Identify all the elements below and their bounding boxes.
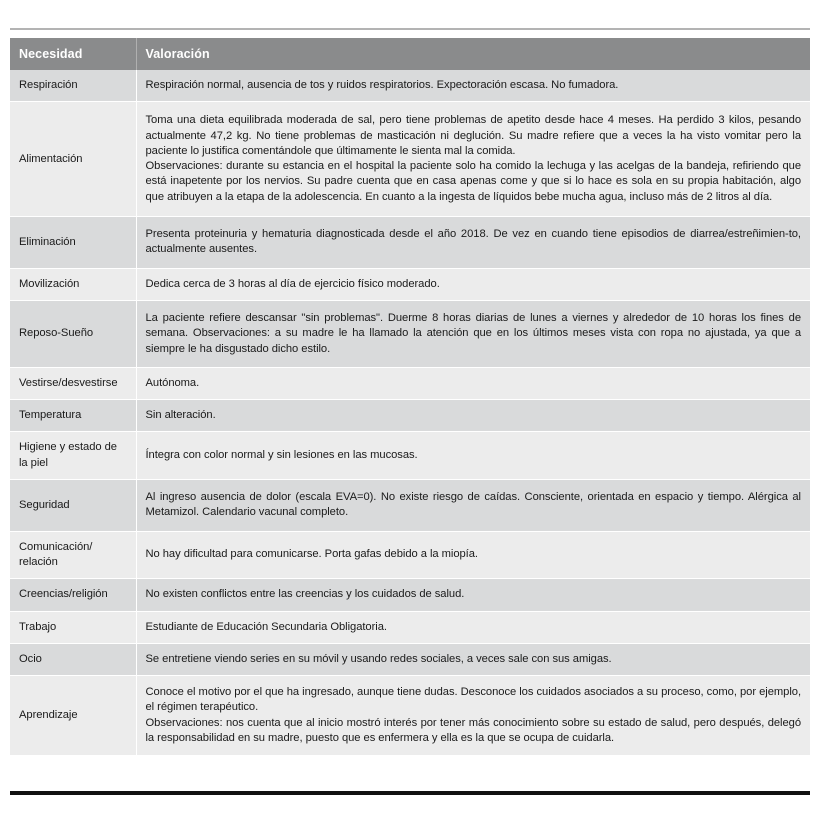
- table-row: [10, 300, 810, 367]
- assessment-text: Íntegra con color normal y sin lesiones en las mucosas.: [145, 449, 418, 462]
- need-cell: Creencias/religión: [10, 579, 136, 611]
- need-cell: Eliminación: [10, 217, 136, 269]
- assessment-text: No existen conflictos entre las creencias y los cuidados de salud.: [145, 588, 465, 601]
- table-row: [10, 268, 810, 300]
- assessment-text: Dedica cerca de 3 horas al día de ejercicio físico moderado.: [145, 277, 440, 290]
- assessment-cell: [136, 400, 810, 432]
- assessment-observations: Observaciones: nos cuenta que al inicio mostró interés por tener más conocimiento sobre su estado de salud, pero después, delegó la responsabilidad en su madre, puesto que es enfermera y ella es la que se ocupa de cuidarla.: [145, 716, 801, 745]
- assessment-cell: [136, 367, 810, 399]
- need-cell: Temperatura: [10, 400, 136, 432]
- assessment-cell: [136, 268, 810, 300]
- table-row: [10, 367, 810, 399]
- nursing-assessment-table: [10, 38, 810, 756]
- need-cell: Reposo-Sueño: [10, 300, 136, 367]
- table-row: [10, 217, 810, 269]
- assessment-text: Sin alteración.: [145, 409, 216, 422]
- table-row: [10, 643, 810, 675]
- assessment-text: Conoce el motivo por el que ha ingresado, aunque tiene dudas. Desconoce los cuidados asociados a su proceso, como, por ejemplo, el régimen terapéutico.: [145, 686, 801, 714]
- assessment-cell: [136, 70, 810, 102]
- need-cell: Comunicación/ relación: [10, 531, 136, 579]
- assessment-cell: [136, 300, 810, 367]
- table-body: [10, 70, 810, 756]
- need-cell: Vestirse/desvestirse: [10, 367, 136, 399]
- table-row: [10, 432, 810, 480]
- need-cell: Movilización: [10, 268, 136, 300]
- need-cell: Aprendizaje: [10, 676, 136, 756]
- assessment-cell: [136, 217, 810, 269]
- need-cell: Ocio: [10, 643, 136, 675]
- need-cell: Seguridad: [10, 480, 136, 532]
- assessment-text: No hay dificultad para comunicarse. Porta gafas debido a la miopía.: [145, 548, 478, 561]
- table-header-row: [10, 38, 810, 70]
- table-row: [10, 611, 810, 643]
- assessment-cell: [136, 531, 810, 579]
- table-row: [10, 70, 810, 102]
- table-row: [10, 400, 810, 432]
- assessment-text: Respiración normal, ausencia de tos y ruidos respiratorios. Expectoración escasa. No fumadora.: [145, 79, 619, 91]
- assessment-text: Toma una dieta equilibrada moderada de sal, pero tiene problemas de apetito desde hace 4 meses. Ha perdido 3 kilos, pesando actualmente 47,2 kg. No tiene problemas de masticación ni deglución. Su madre refiere que a veces la ha visto vomitar pero la paciente lo justifica comentándole que últimamente le sienta mal la comida.: [145, 114, 801, 157]
- assessment-cell: [136, 643, 810, 675]
- assessment-text: Al ingreso ausencia de dolor (escala EVA=0). No existe riesgo de caídas. Consciente, orientada en espacio y tiempo. Alérgica al Metamizol. Calendario vacunal completo.: [145, 491, 801, 519]
- top-divider: [10, 28, 810, 30]
- need-cell: Respiración: [10, 70, 136, 102]
- need-cell: Higiene y estado de la piel: [10, 432, 136, 480]
- table-row: [10, 531, 810, 579]
- assessment-cell: [136, 480, 810, 532]
- table-row: [10, 676, 810, 756]
- assessment-observations: Observaciones: durante su estancia en el hospital la paciente solo ha comido la lechuga y las acelgas de la bandeja, refiriendo que está inapetente por los nervios. Su padre cuenta que en casa apenas come y que si lo hace es sola en su propia habitación, algo que atribuyen a la etapa de la adolescencia. En cuanto a la ingesta de líquidos bebe mucha agua, incluso más de 2 litros al día.: [145, 160, 801, 203]
- column-header-assessment: Valoración: [136, 38, 810, 70]
- table-row: [10, 480, 810, 532]
- need-cell: Trabajo: [10, 611, 136, 643]
- assessment-text: Autónoma.: [145, 376, 200, 389]
- assessment-cell: [136, 676, 810, 756]
- assessment-text: Estudiante de Educación Secundaria Obligatoria.: [145, 620, 387, 633]
- assessment-cell: [136, 102, 810, 217]
- column-header-need: Necesidad: [10, 38, 136, 70]
- assessment-cell: [136, 432, 810, 480]
- need-cell: Alimentación: [10, 102, 136, 217]
- assessment-text: Se entretiene viendo series en su móvil y usando redes sociales, a veces sale con sus amigas.: [145, 652, 612, 665]
- bottom-divider: [10, 791, 810, 795]
- assessment-text: La paciente refiere descansar "sin problemas". Duerme 8 horas diarias de lunes a viernes y alrededor de 10 horas los fines de semana. Observaciones: a su madre le ha llamado la atención que en los últimos meses vista con ropa no ajustada, ya que a siempre le ha disgustado dicho estilo.: [145, 311, 801, 355]
- nursing-assessment-table-container: [10, 38, 810, 756]
- assessment-cell: [136, 611, 810, 643]
- assessment-cell: [136, 579, 810, 611]
- assessment-text: Presenta proteinuria y hematuria diagnosticada desde el año 2018. De vez en cuando tiene episodios de diarrea/estreñimien-to, actualmente ausentes.: [145, 228, 801, 256]
- table-row: [10, 579, 810, 611]
- table-row: [10, 102, 810, 217]
